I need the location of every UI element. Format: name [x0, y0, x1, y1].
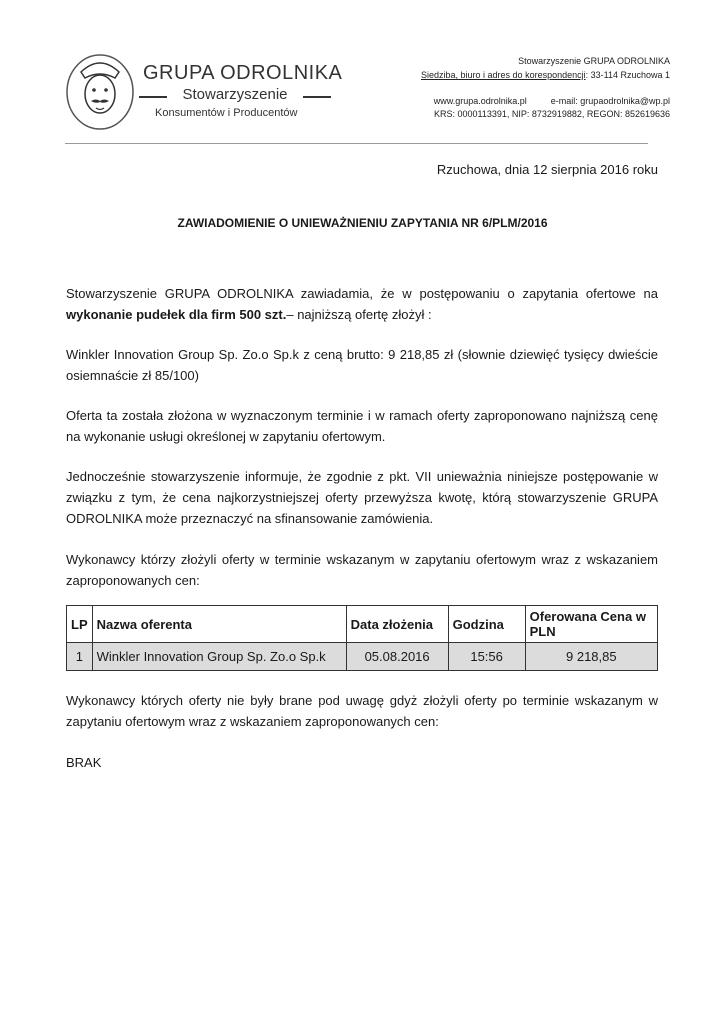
header-contact [434, 96, 670, 106]
header-name: Nazwa oferenta [92, 606, 346, 643]
document-title: ZAWIADOMIENIE O UNIEWAŻNIENIU ZAPYTANIA NR 6/PLM/2016 [177, 216, 548, 230]
p1-start: Stowarzyszenie GRUPA ODROLNIKA zawiadamia, że w postępowaniu o zapytania ofertowe na [66, 286, 658, 301]
paragraph-6: Wykonawcy których oferty nie były brane pod uwagę gdyż złożyli oferty po terminie wskazanym w zapytaniu ofertowym wraz z wskazaniem zaproponowanych cen: [66, 693, 658, 729]
p1-bold: wykonanie pudełek dla firm 500 szt. [66, 307, 287, 322]
logo [63, 50, 343, 132]
cell-date: 05.08.2016 [346, 643, 448, 671]
header-org: Stowarzyszenie GRUPA ODROLNIKA [518, 56, 670, 66]
header-address-value: : 33-114 Rzuchowa 1 [585, 70, 670, 80]
logo-name: GRUPA ODROLNIKA [143, 62, 343, 84]
offers-table [66, 605, 658, 671]
cell-name: Winkler Innovation Group Sp. Zo.o Sp.k [92, 643, 346, 671]
paragraph-1 [66, 283, 658, 325]
cell-time: 15:56 [448, 643, 525, 671]
p1-end: – najniższą ofertę złożył : [286, 307, 432, 322]
header-email: e-mail: grupaodrolnika@wp.pl [550, 96, 670, 106]
header-website: www.grupa.odrolnika.pl [433, 96, 527, 106]
table-header-row [67, 606, 658, 643]
header-address [421, 70, 670, 80]
header-time: Godzina [448, 606, 525, 643]
date-line: Rzuchowa, dnia 12 sierpnia 2016 roku [436, 162, 658, 177]
paragraph-3: Oferta ta została złożona w wyznaczonym terminie i w ramach oferty zaproponowano najniższą cenę na wykonanie usługi określonej w zapytaniu ofertowym. [66, 408, 658, 444]
logo-tagline: Konsumentów i Producentów [155, 107, 298, 119]
header-date: Data złożenia [346, 606, 448, 643]
header-lp: LP [67, 606, 93, 643]
cell-price: 9 218,85 [525, 643, 657, 671]
farmer-face-icon [63, 50, 137, 132]
logo-subtitle: Stowarzyszenie [182, 86, 288, 103]
header-registry: KRS: 0000113391, NIP: 8732919882, REGON: 852619636 [433, 109, 670, 119]
table-row [67, 643, 658, 671]
paragraph-4: Jednocześnie stowarzyszenie informuje, że zgodnie z pkt. VII unieważnia niniejsze postępowanie w związku z tym, że cena najkorzystniejszej oferty przewyższa kwotę, którą stowarzyszenie GRUPA ODROLNIKA może przeznaczyć na sfinansowanie zamówienia. [66, 469, 658, 526]
paragraph-2: Winkler Innovation Group Sp. Zo.o Sp.k z ceną brutto: 9 218,85 zł (słownie dziewięć tysięcy dwieście osiemnaście zł 85/100) [66, 347, 658, 383]
paragraph-7: BRAK [66, 755, 102, 770]
logo-line-right [303, 96, 331, 98]
paragraph-5: Wykonawcy którzy złożyli oferty w terminie wskazanym w zapytaniu ofertowym wraz z wskazaniem zaproponowanych cen: [66, 552, 658, 588]
header-divider [65, 143, 648, 144]
logo-subtitle-row [139, 86, 331, 106]
header-price: Oferowana Cena w PLN [525, 606, 657, 643]
cell-lp: 1 [67, 643, 93, 671]
header-address-label: Siedziba, biuro i adres do korespondencji [421, 70, 586, 80]
